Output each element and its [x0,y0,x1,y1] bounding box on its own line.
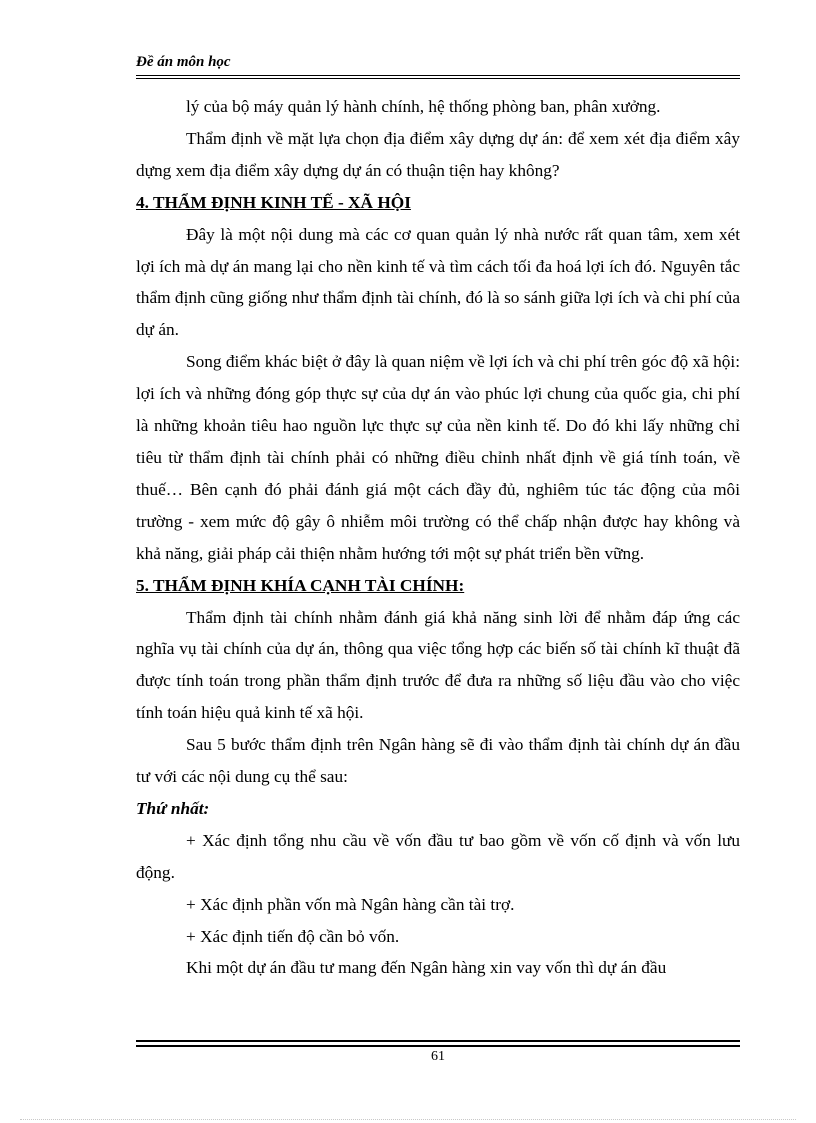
paragraph: Thẩm định tài chính nhằm đánh giá khả năng sinh lời để nhằm đáp ứng các nghĩa vụ tài chính của dự án, thông qua việc tổng hợp các biến số tài chính kĩ thuật đã được tính toán trong phần thẩm định trước để đưa ra những số liệu đầu vào cho việc tính toán hiệu quả kinh tế xã hội. [136,607,740,723]
list-item: + Xác định phần vốn mà Ngân hàng cần tài trợ. [186,894,515,914]
paragraph: Sau 5 bước thẩm định trên Ngân hàng sẽ đi vào thẩm định tài chính dự án đầu tư với các nội dung cụ thể sau: [136,735,740,787]
paragraph: lý của bộ máy quản lý hành chính, hệ thống phòng ban, phân xưởng. [186,97,661,116]
section-heading-4: 4. THẨM ĐỊNH KINH TẾ - XÃ HỘI [136,192,411,212]
document-body [136,91,740,984]
header-rule [136,75,740,79]
list-item: + Xác định tiến độ cần bỏ vốn. [186,926,400,946]
paragraph: Thẩm định về mặt lựa chọn địa điểm xây dựng dự án: để xem xét địa điểm xây dựng xem địa điểm xây dựng dự án có thuận tiện hay không? [136,128,740,180]
page-number: 61 [431,1049,445,1064]
paragraph: Khi một dự án đầu tư mang đến Ngân hàng xin vay vốn thì dự án đầu [186,958,667,978]
header-title: Đề án môn học [136,54,231,70]
page-edge-divider [20,1119,796,1120]
section-heading-5: 5. THẨM ĐỊNH KHÍA CẠNH TÀI CHÍNH: [136,575,465,595]
subheading: Thứ nhất: [136,798,210,818]
paragraph: Đây là một nội dung mà các cơ quan quản lý nhà nước rất quan tâm, xem xét lợi ích mà dự án mang lại cho nền kinh tế và tìm cách tối đa hoá lợi ích đó. Nguyên tắc thẩm định cũng giống như thẩm định tài chính, đó là so sánh giữa lợi ích và chi phí của dự án. [136,224,740,340]
footer-rule-top [136,1040,740,1042]
list-item: + Xác định tổng nhu cầu về vốn đầu tư bao gồm về vốn cố định và vốn lưu động. [136,830,740,882]
paragraph: Song điểm khác biệt ở đây là quan niệm về lợi ích và chi phí trên góc độ xã hội: lợi ích và những đóng góp thực sự của dự án vào phúc lợi chung của quốc gia, chi phí là những khoản tiêu hao nguồn lực thực sự của nền kinh tế. Do đó khi lấy những chỉ tiêu từ thẩm định tài chính phải có những điều chỉnh nhất định về giá tính toán, về thuế… Bên cạnh đó phải đánh giá một cách đầy đủ, nghiêm túc tác động của môi trường - xem mức độ gây ô nhiễm môi trường có thể chấp nhận được hay không và khả năng, giải pháp cải thiện nhằm hướng tới một sự phát triển bền vững. [136,352,740,563]
footer-rule-bottom [136,1045,740,1047]
